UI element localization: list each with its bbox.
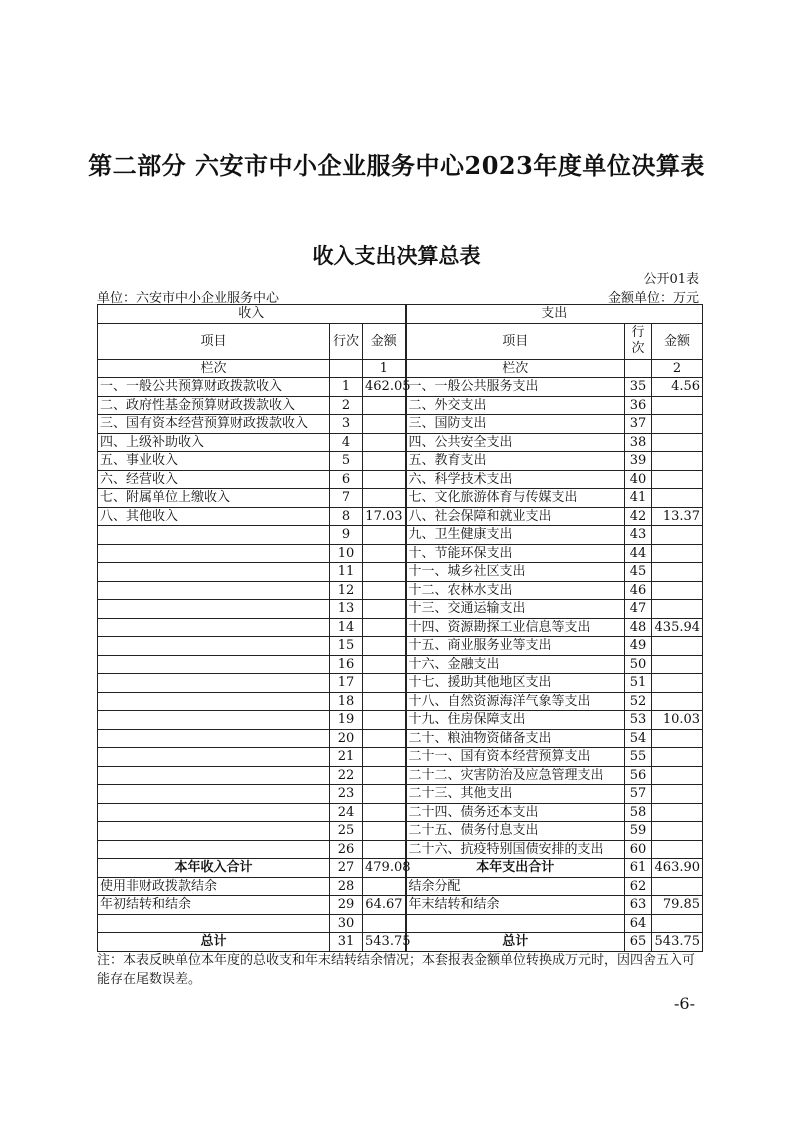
expense-row-number: 42 [625, 507, 652, 526]
income-amount [363, 415, 406, 434]
expense-lanci-blank [625, 359, 652, 378]
income-item: 六、经营收入 [98, 470, 330, 489]
expense-item: 一、一般公共服务支出 [406, 378, 625, 397]
income-item [98, 785, 330, 804]
expense-amount [652, 600, 703, 619]
income-row-number: 23 [330, 785, 363, 804]
expense-amount-header: 金额 [652, 323, 703, 359]
expense-amount: 10.03 [652, 711, 703, 730]
table-row [98, 674, 703, 693]
expense-item: 十七、援助其他地区支出 [406, 674, 625, 693]
income-amount [363, 544, 406, 563]
expense-header: 支出 [406, 305, 703, 324]
expense-row-number: 38 [625, 433, 652, 452]
part-title: 第二部分 六安市中小企业服务中心2023年度单位决算表 [88, 151, 705, 180]
expense-amount: 79.85 [652, 896, 703, 915]
income-amount [363, 600, 406, 619]
expense-amount [652, 766, 703, 785]
income-lanci: 栏次 [98, 359, 330, 378]
income-amount: 64.67 [363, 896, 406, 915]
expense-row-number: 61 [625, 859, 652, 878]
income-item [98, 766, 330, 785]
expense-amount [652, 581, 703, 600]
table-row [98, 526, 703, 545]
table-row [98, 433, 703, 452]
table-row [98, 618, 703, 637]
income-amount [363, 803, 406, 822]
expense-item: 二十三、其他支出 [406, 785, 625, 804]
expense-item: 三、国防支出 [406, 415, 625, 434]
income-lanci-blank [330, 359, 363, 378]
income-row-number: 2 [330, 396, 363, 415]
expense-row-number: 41 [625, 489, 652, 508]
table-row [98, 785, 703, 804]
expense-item: 本年支出合计 [406, 859, 625, 878]
expense-item: 十一、城乡社区支出 [406, 563, 625, 582]
income-item: 使用非财政拨款结余 [98, 877, 330, 896]
expense-item: 结余分配 [406, 877, 625, 896]
expense-amount [652, 729, 703, 748]
expense-item: 八、社会保障和就业支出 [406, 507, 625, 526]
expense-item: 二十一、国有资本经营预算支出 [406, 748, 625, 767]
income-item [98, 840, 330, 859]
expense-row-number: 48 [625, 618, 652, 637]
income-row-number: 11 [330, 563, 363, 582]
income-item [98, 748, 330, 767]
expense-amount [652, 655, 703, 674]
income-amount [363, 822, 406, 841]
income-row-number: 18 [330, 692, 363, 711]
expense-row-number: 40 [625, 470, 652, 489]
expense-row-number: 54 [625, 729, 652, 748]
table-row [98, 507, 703, 526]
expense-amount [652, 526, 703, 545]
income-row-number: 3 [330, 415, 363, 434]
expense-amount [652, 452, 703, 471]
income-amount [363, 637, 406, 656]
table-note: 注：本表反映单位本年度的总收支和年末结转结余情况；本套报表金额单位转换成万元时，因四舍五入可能存在尾数误差。 [97, 953, 696, 987]
income-amount [363, 729, 406, 748]
expense-row-number: 57 [625, 785, 652, 804]
expense-amount: 4.56 [652, 378, 703, 397]
income-amount [363, 748, 406, 767]
income-amount [363, 396, 406, 415]
expense-item: 十、节能环保支出 [406, 544, 625, 563]
income-row-number: 12 [330, 581, 363, 600]
table-row [98, 748, 703, 767]
expense-row-number: 49 [625, 637, 652, 656]
expense-amount [652, 489, 703, 508]
table-row [98, 692, 703, 711]
expense-lanci: 栏次 [406, 359, 625, 378]
expense-item: 十六、金融支出 [406, 655, 625, 674]
income-row-number: 21 [330, 748, 363, 767]
income-item: 年初结转和结余 [98, 896, 330, 915]
income-item [98, 526, 330, 545]
expense-row-number: 58 [625, 803, 652, 822]
income-row-number: 28 [330, 877, 363, 896]
income-row-number: 17 [330, 674, 363, 693]
income-amount [363, 674, 406, 693]
expense-amount [652, 544, 703, 563]
expense-item [406, 914, 625, 933]
expense-row-number: 52 [625, 692, 652, 711]
expense-amount: 435.94 [652, 618, 703, 637]
income-row-number: 22 [330, 766, 363, 785]
income-item: 总计 [98, 933, 330, 952]
table-row [98, 637, 703, 656]
income-col-number: 1 [363, 359, 406, 378]
income-amount [363, 766, 406, 785]
table-row [98, 581, 703, 600]
income-item: 七、附属单位上缴收入 [98, 489, 330, 508]
table-row [98, 378, 703, 397]
expense-item: 二十、粮油物资储备支出 [406, 729, 625, 748]
expense-row-number: 64 [625, 914, 652, 933]
expense-item: 六、科学技术支出 [406, 470, 625, 489]
income-row-number: 1 [330, 378, 363, 397]
income-amount: 462.05 [363, 378, 406, 397]
income-amount: 17.03 [363, 507, 406, 526]
table-title: 收入支出决算总表 [312, 244, 481, 268]
income-amount [363, 433, 406, 452]
income-item [98, 637, 330, 656]
income-item [98, 729, 330, 748]
income-item-header: 项目 [98, 323, 330, 359]
table-row [98, 729, 703, 748]
income-amount [363, 840, 406, 859]
income-item: 三、国有资本经营预算财政拨款收入 [98, 415, 330, 434]
budget-summary-table [97, 304, 703, 952]
amount-unit: 金额单位：万元 [607, 291, 699, 306]
income-row-number: 30 [330, 914, 363, 933]
income-amount [363, 526, 406, 545]
income-amount-header: 金额 [363, 323, 406, 359]
expense-row-number: 50 [625, 655, 652, 674]
income-amount [363, 470, 406, 489]
expense-amount [652, 785, 703, 804]
table-row [98, 766, 703, 785]
income-row-number: 9 [330, 526, 363, 545]
income-item [98, 600, 330, 619]
expense-amount [652, 433, 703, 452]
table-row [98, 563, 703, 582]
income-item [98, 581, 330, 600]
expense-row-number: 51 [625, 674, 652, 693]
expense-item: 七、文化旅游体育与传媒支出 [406, 489, 625, 508]
income-item [98, 803, 330, 822]
form-number: 公开01表 [643, 272, 699, 287]
expense-row-number: 36 [625, 396, 652, 415]
expense-item: 二、外交支出 [406, 396, 625, 415]
expense-row-number: 53 [625, 711, 652, 730]
expense-row-number: 56 [625, 766, 652, 785]
table-row [98, 544, 703, 563]
table-row [98, 711, 703, 730]
expense-row-number: 37 [625, 415, 652, 434]
expense-item-header: 项目 [406, 323, 625, 359]
expense-amount [652, 803, 703, 822]
table-row [98, 877, 703, 896]
table-row [98, 396, 703, 415]
income-amount [363, 452, 406, 471]
expense-item: 总计 [406, 933, 625, 952]
expense-item: 十九、住房保障支出 [406, 711, 625, 730]
income-row-number: 7 [330, 489, 363, 508]
income-row-number: 5 [330, 452, 363, 471]
income-row-number: 4 [330, 433, 363, 452]
income-item [98, 822, 330, 841]
income-header: 收入 [98, 305, 406, 324]
income-item [98, 563, 330, 582]
income-amount [363, 489, 406, 508]
expense-item: 十八、自然资源海洋气象等支出 [406, 692, 625, 711]
income-item [98, 692, 330, 711]
expense-item: 九、卫生健康支出 [406, 526, 625, 545]
expense-row-number: 65 [625, 933, 652, 952]
header-row-lanci [98, 359, 703, 378]
income-row-number: 26 [330, 840, 363, 859]
total-row [98, 933, 703, 952]
expense-row-number: 60 [625, 840, 652, 859]
table-row [98, 803, 703, 822]
income-item: 五、事业收入 [98, 452, 330, 471]
table-row [98, 470, 703, 489]
expense-row-number: 63 [625, 896, 652, 915]
income-item [98, 914, 330, 933]
expense-amount [652, 914, 703, 933]
expense-amount [652, 415, 703, 434]
income-row-number: 19 [330, 711, 363, 730]
expense-row-number: 44 [625, 544, 652, 563]
income-row-number: 16 [330, 655, 363, 674]
table-row [98, 822, 703, 841]
expense-item: 二十四、债务还本支出 [406, 803, 625, 822]
table-row [98, 600, 703, 619]
expense-amount [652, 748, 703, 767]
income-item: 二、政府性基金预算财政拨款收入 [98, 396, 330, 415]
table-row [98, 840, 703, 859]
header-row-columns [98, 323, 703, 359]
expense-amount [652, 674, 703, 693]
income-amount [363, 581, 406, 600]
income-amount [363, 618, 406, 637]
income-amount [363, 877, 406, 896]
income-amount [363, 655, 406, 674]
income-item: 四、上级补助收入 [98, 433, 330, 452]
expense-amount: 13.37 [652, 507, 703, 526]
expense-amount [652, 692, 703, 711]
income-amount [363, 692, 406, 711]
expense-amount [652, 840, 703, 859]
expense-item: 五、教育支出 [406, 452, 625, 471]
income-row-number: 6 [330, 470, 363, 489]
expense-row-number: 47 [625, 600, 652, 619]
expense-item: 十五、商业服务业等支出 [406, 637, 625, 656]
expense-row-number: 62 [625, 877, 652, 896]
income-rowno-header: 行次 [330, 323, 363, 359]
expense-row-number: 45 [625, 563, 652, 582]
expense-row-number: 35 [625, 378, 652, 397]
income-amount [363, 711, 406, 730]
income-item: 一、一般公共预算财政拨款收入 [98, 378, 330, 397]
page-number: -6- [674, 994, 695, 1013]
income-row-number: 8 [330, 507, 363, 526]
expense-amount [652, 396, 703, 415]
expense-item: 十二、农林水支出 [406, 581, 625, 600]
expense-amount [652, 822, 703, 841]
income-item [98, 711, 330, 730]
income-row-number: 15 [330, 637, 363, 656]
expense-amount: 463.90 [652, 859, 703, 878]
income-row-number: 27 [330, 859, 363, 878]
expense-item: 二十六、抗疫特别国债安排的支出 [406, 840, 625, 859]
expense-row-number: 55 [625, 748, 652, 767]
income-amount [363, 563, 406, 582]
income-row-number: 24 [330, 803, 363, 822]
header-row-sections [98, 305, 703, 324]
expense-col-number: 2 [652, 359, 703, 378]
income-item [98, 544, 330, 563]
expense-item: 二十二、灾害防治及应急管理支出 [406, 766, 625, 785]
income-row-number: 10 [330, 544, 363, 563]
income-item: 八、其他收入 [98, 507, 330, 526]
table-row [98, 655, 703, 674]
expense-item: 十三、交通运输支出 [406, 600, 625, 619]
table-row [98, 896, 703, 915]
income-item [98, 655, 330, 674]
income-amount: 479.08 [363, 859, 406, 878]
income-row-number: 25 [330, 822, 363, 841]
reporting-unit: 单位：六安市中小企业服务中心 [97, 291, 280, 306]
subtotal-row [98, 859, 703, 878]
income-amount: 543.75 [363, 933, 406, 952]
expense-amount [652, 563, 703, 582]
expense-row-number: 59 [625, 822, 652, 841]
expense-rowno-header: 行 次 [625, 323, 652, 359]
expense-amount [652, 877, 703, 896]
table-row [98, 489, 703, 508]
table-row [98, 914, 703, 933]
income-row-number: 13 [330, 600, 363, 619]
income-amount [363, 785, 406, 804]
income-row-number: 14 [330, 618, 363, 637]
expense-amount: 543.75 [652, 933, 703, 952]
expense-item: 十四、资源勘探工业信息等支出 [406, 618, 625, 637]
expense-item: 四、公共安全支出 [406, 433, 625, 452]
expense-row-number: 39 [625, 452, 652, 471]
income-item [98, 674, 330, 693]
income-row-number: 20 [330, 729, 363, 748]
income-amount [363, 914, 406, 933]
table-row [98, 415, 703, 434]
income-row-number: 31 [330, 933, 363, 952]
expense-row-number: 46 [625, 581, 652, 600]
table-row [98, 452, 703, 471]
expense-item: 二十五、债务付息支出 [406, 822, 625, 841]
income-item: 本年收入合计 [98, 859, 330, 878]
income-row-number: 29 [330, 896, 363, 915]
expense-amount [652, 470, 703, 489]
expense-amount [652, 637, 703, 656]
expense-item: 年末结转和结余 [406, 896, 625, 915]
income-item [98, 618, 330, 637]
expense-row-number: 43 [625, 526, 652, 545]
